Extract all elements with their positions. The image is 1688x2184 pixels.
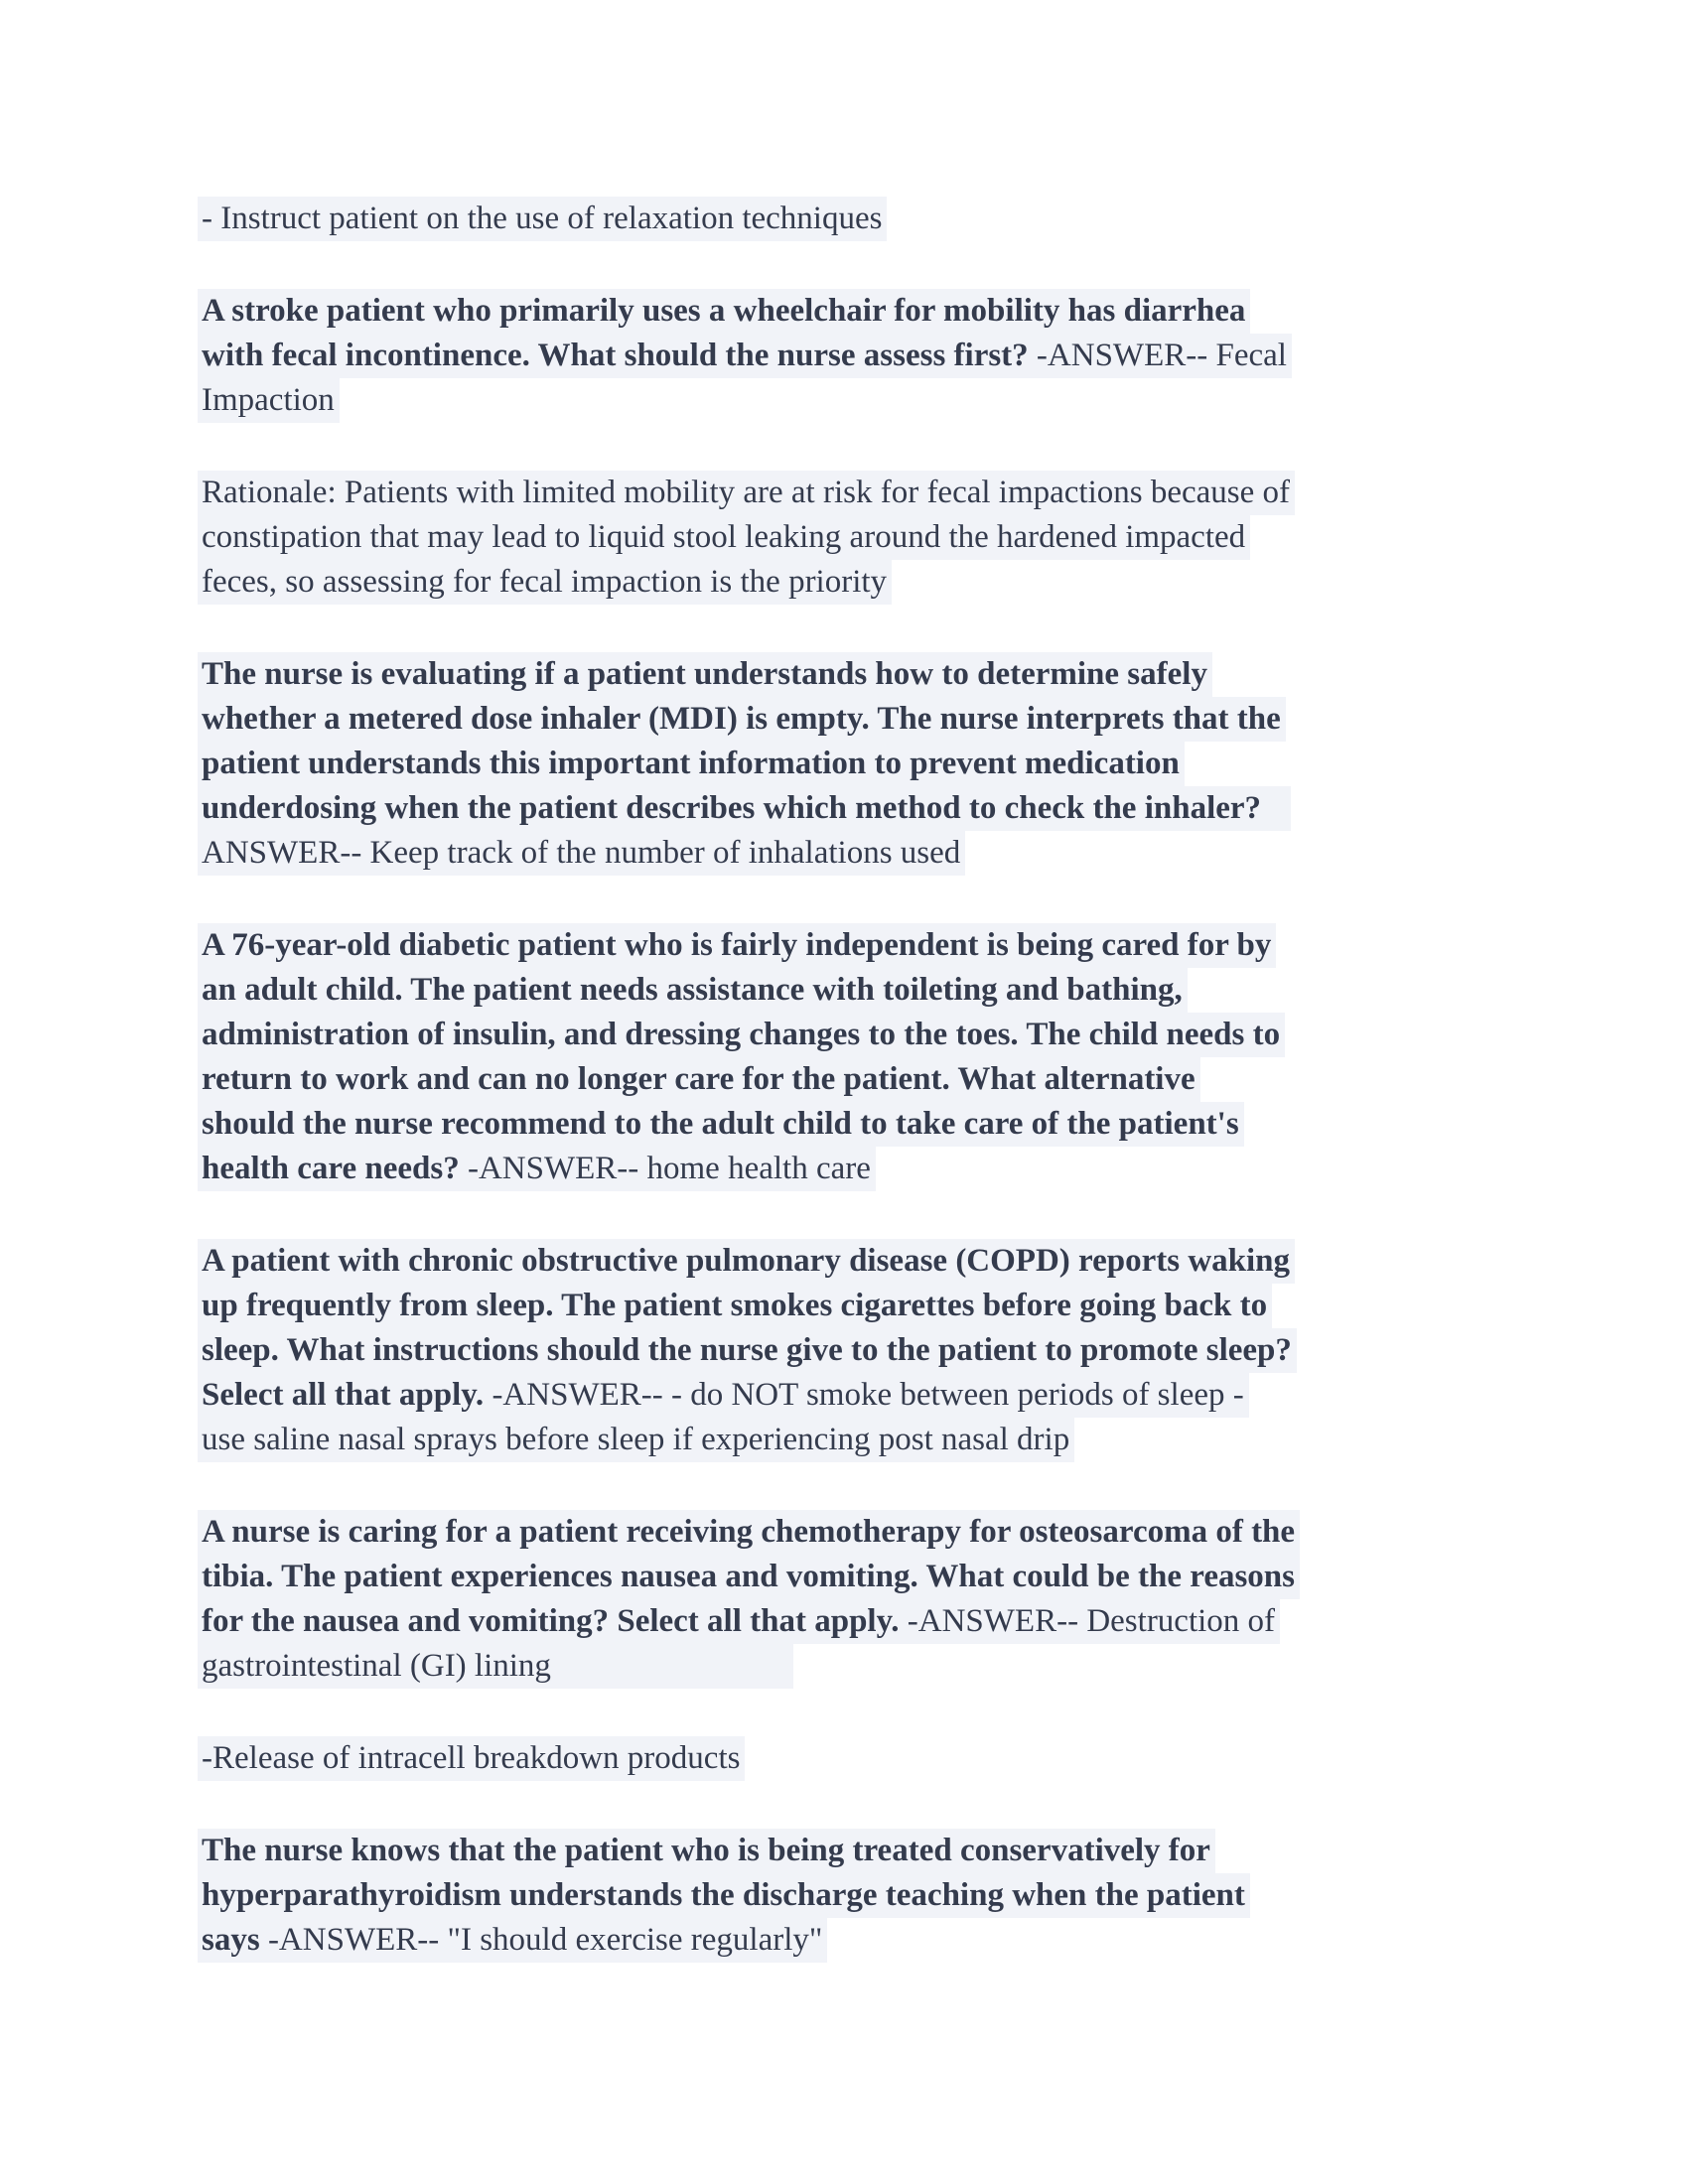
text-segment: feces, so assessing for fecal impaction is the priority bbox=[202, 564, 888, 600]
text-segment: whether a metered dose inhaler (MDI) is empty. The nurse interprets that the bbox=[202, 701, 1281, 737]
text-segment: -Release of intracell breakdown products bbox=[202, 1740, 741, 1776]
highlighted-text bbox=[198, 289, 1250, 334]
text-segment: Rationale: Patients with limited mobility are at risk for fecal impactions because of bbox=[202, 475, 1291, 510]
text-segment: with fecal incontinence. What should the nurse assess first? bbox=[202, 338, 1029, 373]
highlighted-text bbox=[198, 1284, 1272, 1328]
highlighted-text bbox=[198, 923, 1276, 968]
paragraph bbox=[198, 1239, 1648, 1462]
text-segment: A nurse is caring for a patient receiving chemotherapy for osteosarcoma of the bbox=[202, 1514, 1296, 1550]
paragraph bbox=[198, 652, 1648, 876]
highlighted-text bbox=[198, 1102, 1244, 1147]
highlighted-text bbox=[198, 1328, 1297, 1373]
highlighted-text bbox=[198, 560, 892, 605]
highlighted-text bbox=[198, 831, 965, 876]
highlighted-text bbox=[198, 1599, 1280, 1644]
text-segment: health care needs? bbox=[202, 1151, 460, 1186]
text-line bbox=[198, 1418, 1648, 1462]
highlighted-text bbox=[198, 1510, 1300, 1555]
text-line bbox=[198, 1284, 1648, 1328]
highlighted-text bbox=[198, 378, 340, 423]
highlighted-text bbox=[198, 334, 1292, 378]
highlighted-text bbox=[198, 1918, 827, 1963]
highlighted-text bbox=[198, 968, 1188, 1013]
text-segment: -ANSWER-- "I should exercise regularly" bbox=[259, 1922, 823, 1958]
text-line bbox=[198, 1829, 1648, 1873]
highlighted-text bbox=[198, 697, 1286, 742]
highlighted-text bbox=[198, 1418, 1074, 1462]
text-line bbox=[198, 1013, 1648, 1057]
text-line bbox=[198, 968, 1648, 1013]
text-segment: A patient with chronic obstructive pulmonary disease (COPD) reports waking bbox=[202, 1243, 1291, 1279]
text-line bbox=[198, 1555, 1648, 1599]
text-segment: - Instruct patient on the use of relaxation techniques bbox=[202, 201, 883, 236]
text-line bbox=[198, 1873, 1648, 1918]
text-segment: gastrointestinal (GI) lining bbox=[202, 1648, 789, 1684]
highlighted-text bbox=[198, 1013, 1285, 1057]
text-segment: -ANSWER-- home health care bbox=[459, 1151, 871, 1186]
text-segment: hyperparathyroidism understands the discharge teaching when the patient bbox=[202, 1877, 1245, 1913]
text-segment: says bbox=[202, 1922, 260, 1958]
text-segment: an adult child. The patient needs assistance with toileting and bathing, bbox=[202, 972, 1183, 1008]
text-segment: sleep. What instructions should the nurse give to the patient to promote sleep? bbox=[202, 1332, 1292, 1368]
highlighted-text bbox=[198, 471, 1295, 515]
text-segment: use saline nasal sprays before sleep if experiencing post nasal drip bbox=[202, 1422, 1070, 1457]
text-line bbox=[198, 289, 1648, 334]
paragraph bbox=[198, 923, 1648, 1191]
text-line bbox=[198, 1918, 1648, 1963]
text-line bbox=[198, 1599, 1648, 1644]
paragraph bbox=[198, 1510, 1648, 1689]
text-line bbox=[198, 1239, 1648, 1284]
text-segment: for the nausea and vomiting? Select all that apply. bbox=[202, 1603, 900, 1639]
text-segment: The nurse knows that the patient who is being treated conservatively for bbox=[202, 1833, 1210, 1868]
text-line bbox=[198, 1328, 1648, 1373]
text-line bbox=[198, 786, 1648, 831]
highlighted-text bbox=[198, 1373, 1249, 1418]
text-segment: -ANSWER-- Destruction of bbox=[899, 1603, 1276, 1639]
text-segment: The nurse is evaluating if a patient understands how to determine safely bbox=[202, 656, 1207, 692]
highlighted-text bbox=[198, 197, 887, 241]
paragraph bbox=[198, 289, 1648, 423]
highlighted-text bbox=[198, 1873, 1250, 1918]
text-segment: Impaction bbox=[202, 382, 335, 418]
text-segment: underdosing when the patient describes which method to check the inhaler? bbox=[202, 790, 1286, 826]
highlighted-text bbox=[198, 1736, 745, 1781]
text-line bbox=[198, 560, 1648, 605]
paragraph bbox=[198, 471, 1648, 605]
text-segment: A stroke patient who primarily uses a wheelchair for mobility has diarrhea bbox=[202, 293, 1246, 329]
text-segment: return to work and can no longer care for the patient. What alternative bbox=[202, 1061, 1196, 1097]
paragraph bbox=[198, 1736, 1648, 1781]
text-segment: should the nurse recommend to the adult child to take care of the patient's bbox=[202, 1106, 1239, 1142]
text-line bbox=[198, 515, 1648, 560]
highlighted-text bbox=[198, 1239, 1295, 1284]
text-line bbox=[198, 1510, 1648, 1555]
text-line bbox=[198, 1147, 1648, 1191]
text-segment: constipation that may lead to liquid stool leaking around the hardened impacted bbox=[202, 519, 1246, 555]
text-line bbox=[198, 652, 1648, 697]
highlighted-text bbox=[198, 1644, 793, 1689]
text-line bbox=[198, 378, 1648, 423]
text-segment: administration of insulin, and dressing changes to the toes. The child needs to bbox=[202, 1017, 1281, 1052]
paragraph bbox=[198, 1829, 1648, 1963]
text-line bbox=[198, 1373, 1648, 1418]
text-line bbox=[198, 831, 1648, 876]
text-segment: -ANSWER-- - do NOT smoke between periods of sleep - bbox=[484, 1377, 1244, 1413]
text-segment: up frequently from sleep. The patient smokes cigarettes before going back to bbox=[202, 1288, 1268, 1323]
text-line bbox=[198, 1102, 1648, 1147]
text-line bbox=[198, 1057, 1648, 1102]
highlighted-text bbox=[198, 1555, 1300, 1599]
highlighted-text bbox=[198, 515, 1250, 560]
highlighted-text bbox=[198, 1057, 1200, 1102]
text-segment: A 76-year-old diabetic patient who is fairly independent is being cared for by bbox=[202, 927, 1272, 963]
text-line bbox=[198, 334, 1648, 378]
text-line bbox=[198, 742, 1648, 786]
text-line bbox=[198, 1736, 1648, 1781]
text-line bbox=[198, 1644, 1648, 1689]
highlighted-text bbox=[198, 1829, 1215, 1873]
text-segment: tibia. The patient experiences nausea and vomiting. What could be the reasons bbox=[202, 1559, 1296, 1594]
highlighted-text bbox=[198, 652, 1212, 697]
text-line bbox=[198, 697, 1648, 742]
text-segment: Select all that apply. bbox=[202, 1377, 485, 1413]
paragraph bbox=[198, 197, 1648, 241]
text-segment: ANSWER-- Keep track of the number of inhalations used bbox=[202, 835, 961, 871]
text-line bbox=[198, 471, 1648, 515]
text-line bbox=[198, 197, 1648, 241]
text-line bbox=[198, 923, 1648, 968]
highlighted-text bbox=[198, 786, 1291, 831]
text-segment: -ANSWER-- Fecal bbox=[1028, 338, 1287, 373]
highlighted-text bbox=[198, 1147, 876, 1191]
text-segment: patient understands this important information to prevent medication bbox=[202, 746, 1180, 781]
highlighted-text bbox=[198, 742, 1185, 786]
